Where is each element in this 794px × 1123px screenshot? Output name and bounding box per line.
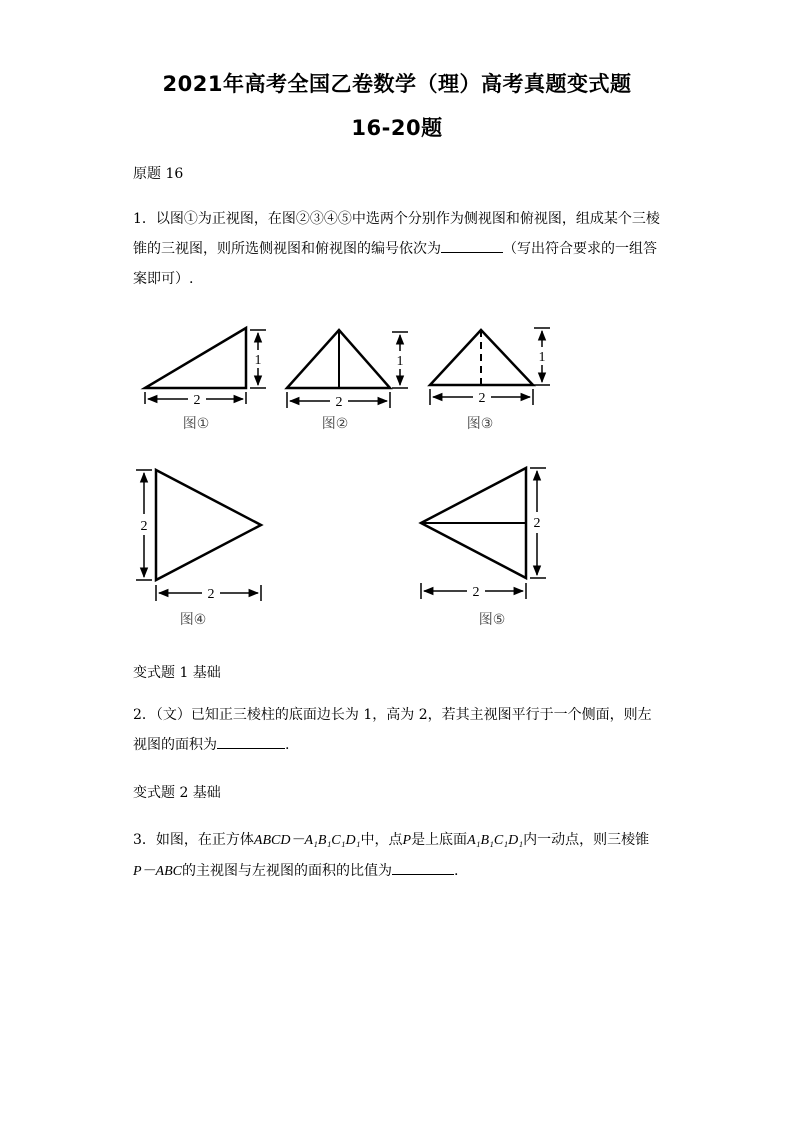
figure-1-caption: 图① — [182, 416, 210, 432]
question-1-text: 1．以图①为正视图，在图②③④⑤中选两个分别作为侧视图和俯视图，组成某个三棱锥的三视图，则所选侧视图和俯视图的编号依次为 — [133, 211, 660, 257]
question-3-text-f: . — [454, 863, 459, 879]
figure-3 — [430, 328, 550, 432]
figure-2-height-label: 1 — [396, 354, 404, 369]
question-3-text-b: 中，点 — [360, 832, 403, 848]
figure-1-height-label: 1 — [254, 353, 262, 368]
question-2-text-end: . — [285, 737, 290, 753]
figure-2 — [287, 330, 408, 432]
figure-4-caption: 图④ — [179, 612, 207, 628]
question-3-text-c: 是上底面 — [411, 832, 468, 848]
figure-2-caption: 图② — [321, 416, 349, 432]
figure-4-height-label: 2 — [140, 519, 148, 534]
question-3-point-p: P — [402, 833, 412, 848]
figure-5-caption: 图⑤ — [478, 612, 506, 628]
question-3-top-face: A₁B₁C₁D₁ — [467, 833, 524, 848]
figure-3-width-label: 2 — [478, 391, 486, 406]
section-label-variant-2: 变式题 2 基础 — [133, 785, 221, 801]
question-1-text-end: （写出符合要求的一组答案即可）. — [133, 241, 657, 287]
question-3-pyramid: P－ABC — [133, 864, 182, 879]
figure-5-width-label: 2 — [472, 585, 480, 600]
figure-4 — [136, 470, 261, 628]
figure-4-width-label: 2 — [207, 587, 215, 602]
answer-blank-3[interactable] — [392, 860, 454, 875]
question-3-text-a: 3．如图，在正方体 — [133, 832, 254, 848]
question-3 — [133, 825, 663, 887]
figure-3-caption: 图③ — [466, 416, 494, 432]
figure-5 — [421, 468, 546, 628]
question-3-cube-name: ABCD－A₁B₁C₁D₁ — [253, 833, 361, 848]
figure-3-height-label: 1 — [538, 350, 546, 365]
question-3-text-e: 的主视图与左视图的面积的比值为 — [182, 863, 392, 879]
section-label-variant-1: 变式题 1 基础 — [133, 665, 221, 681]
question-2 — [133, 700, 663, 760]
section-label-original: 原题 16 — [133, 166, 184, 182]
figure-1-triangle — [145, 328, 246, 388]
figure-1-width-label: 2 — [193, 393, 201, 408]
question-2-text: 2．（文）已知正三棱柱的底面边长为 1，高为 2，若其主视图平行于一个侧面，则左视图的面积为 — [133, 707, 652, 753]
figure-1 — [145, 328, 266, 432]
answer-blank-2[interactable] — [217, 734, 285, 749]
page-subtitle: 16-20题 — [351, 116, 443, 140]
page-title: 2021年高考全国乙卷数学（理）高考真题变式题 — [162, 72, 632, 96]
figure-5-height-label: 2 — [533, 516, 541, 531]
figure-4-triangle — [156, 470, 261, 580]
question-3-text-d: 内一动点，则三棱锥 — [523, 832, 650, 848]
figure-2-width-label: 2 — [335, 395, 343, 410]
